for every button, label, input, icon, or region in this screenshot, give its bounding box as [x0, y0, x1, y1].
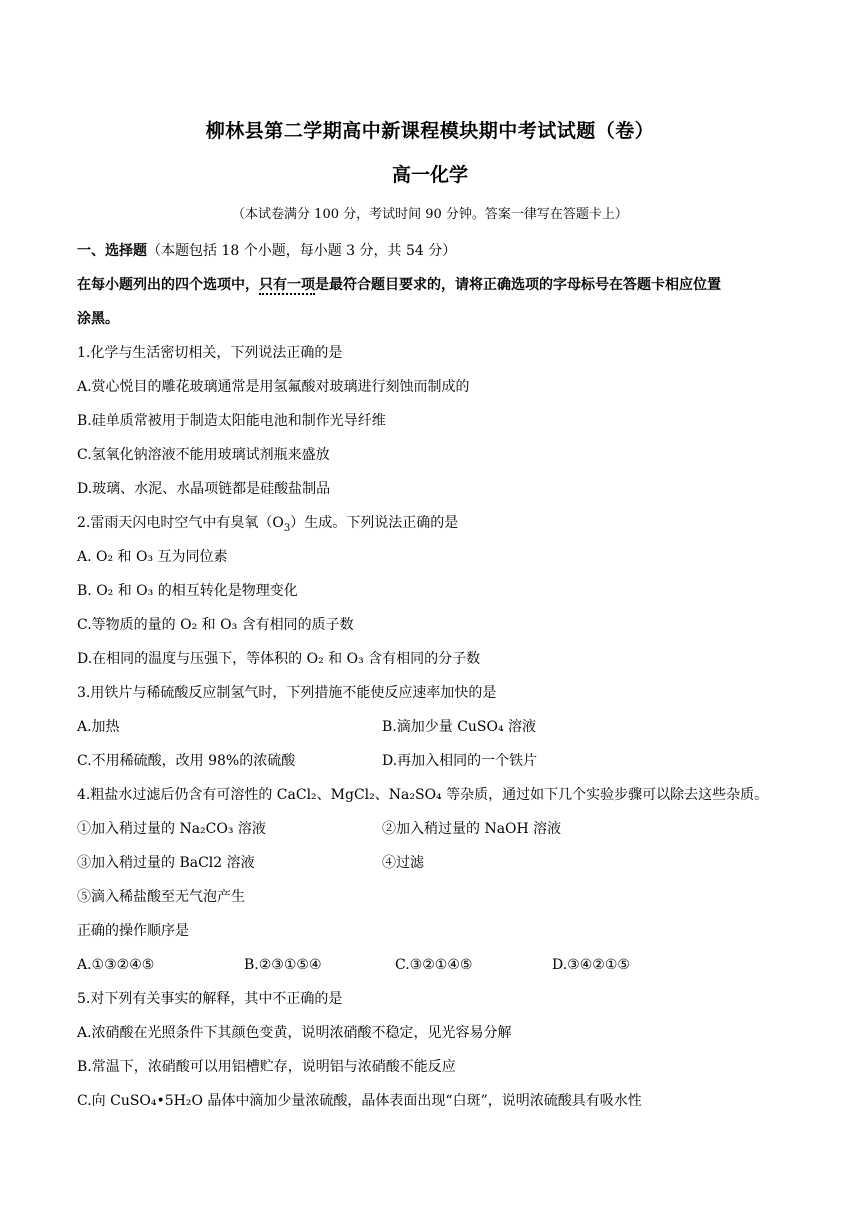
q2-option-c: C.等物质的量的 O₂ 和 O₃ 含有相同的质子数 [77, 617, 354, 633]
q1-stem: 1.化学与生活密切相关，下列说法正确的是 [77, 345, 343, 361]
q4-ask: 正确的操作顺序是 [77, 923, 189, 939]
q1-option-b: B.硅单质常被用于制造太阳能电池和制作光导纤维 [77, 413, 386, 429]
q4-option-d: D.③④②①⑤ [552, 957, 630, 973]
q5-option-a: A.浓硝酸在光照条件下其颜色变黄，说明浓硝酸不稳定，见光容易分解 [77, 1025, 512, 1041]
q4-step-5: ⑤滴入稀盐酸至无气泡产生 [77, 889, 245, 905]
q4-option-a: A.①③②④⑤ [77, 957, 155, 973]
q2-stem: 2.雷雨天闪电时空气中有臭氧$(O_3)$生成。下列说法正确的是 [77, 515, 459, 534]
q4-options-row [77, 948, 797, 982]
q4-steps-row-1 [77, 812, 797, 846]
q4-option-c: C.③②①④⑤ [395, 957, 473, 973]
q1-option-c: C.氢氧化钠溶液不能用玻璃试剂瓶来盛放 [77, 447, 330, 463]
q1-option-a: A.赏心悦目的雕花玻璃通常是用氢氟酸对玻璃进行刻蚀而制成的 [77, 379, 470, 395]
q4-step-4: ④过滤 [382, 855, 424, 871]
section-instruction: 在每小题列出的四个选项中，只有一项是最符合题目要求的，请将正确选项的字母标号在答题卡相应位置 [77, 277, 721, 293]
q3-option-c: C.不用稀硫酸，改用 98%的浓硫酸 [77, 753, 296, 769]
q1-option-d: D.玻璃、水泥、水晶项链都是硅酸盐制品 [77, 481, 331, 497]
q3-option-d: D.再加入相同的一个铁片 [382, 753, 538, 769]
q4-step-3: ③加入稍过量的 BaCl2 溶液 [77, 855, 255, 871]
q4-step-2: ②加入稍过量的 NaOH 溶液 [382, 821, 562, 837]
q4-stem: 4.粗盐水过滤后仍含有可溶性的 CaCl₂、MgCl₂、Na₂SO₄ 等杂质，通过如下几个实验步骤可以除去这些杂质。 [77, 787, 769, 803]
q3-options-row-1 [77, 710, 797, 744]
section-heading: 一、选择题（本题包括 18 个小题，每小题 3 分，共 54 分） [77, 243, 457, 259]
section-instruction-end: 涂黑。 [77, 311, 119, 327]
emphasis-text: 只有一项 [259, 277, 315, 293]
q4-option-b: B.②③①⑤④ [244, 957, 322, 973]
q4-steps-row-2 [77, 846, 797, 880]
q3-options-row-2 [77, 744, 797, 778]
q2-option-a: A. O₂ 和 O₃ 互为同位素 [77, 549, 228, 565]
q3-option-a: A.加热 [77, 719, 120, 735]
exam-body [77, 234, 797, 1118]
exam-note: （本试卷满分 100 分，考试时间 90 分钟。答案一律写在答题卡上） [232, 207, 628, 222]
q3-stem: 3.用铁片与稀硫酸反应制氢气时，下列措施不能使反应速率加快的是 [77, 685, 497, 701]
q5-option-b: B.常温下，浓硝酸可以用铝槽贮存，说明铝与浓硝酸不能反应 [77, 1059, 456, 1075]
q4-step-1: ①加入稍过量的 Na₂CO₃ 溶液 [77, 821, 266, 837]
exam-title: 柳林县第二学期高中新课程模块期中考试试题（卷） [205, 120, 655, 142]
exam-subject: 高一化学 [391, 164, 468, 186]
q2-option-b: B. O₂ 和 O₃ 的相互转化是物理变化 [77, 583, 298, 599]
q5-stem: 5.对下列有关事实的解释，其中不正确的是 [77, 991, 343, 1007]
q5-option-c: C.向 CuSO₄•5H₂O 晶体中滴加少量浓硫酸，晶体表面出现“白斑”，说明浓硫酸具有吸水性 [77, 1093, 642, 1109]
q3-option-b: B.滴加少量 CuSO₄ 溶液 [382, 719, 537, 735]
q2-option-d: D.在相同的温度与压强下，等体积的 O₂ 和 O₃ 含有相同的分子数 [77, 651, 481, 667]
